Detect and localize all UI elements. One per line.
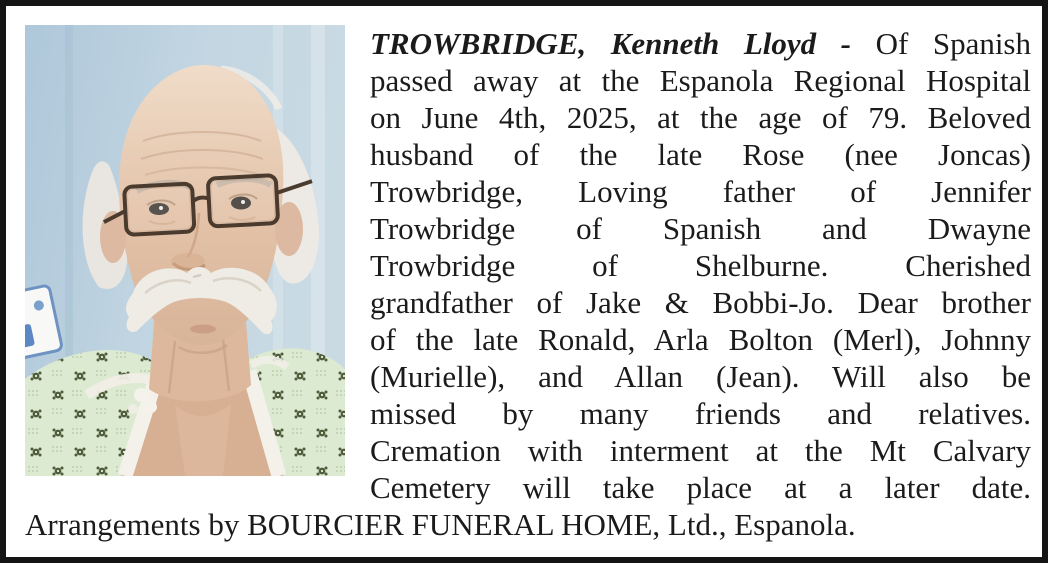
obituary-line: on June 4th, 2025, at the age of 79. Beloved <box>370 100 1031 135</box>
obituary-line: Cremation with interment at the Mt Calvary <box>370 433 1031 468</box>
obituary-line: (Murielle), and Allan (Jean). Will also be <box>370 359 1031 394</box>
deceased-name: TROWBRIDGE, Kenneth Lloyd - <box>370 26 851 61</box>
portrait-photo <box>25 25 345 476</box>
heading-rest: Of Spanish <box>875 26 1031 61</box>
obituary-line: husband of the late Rose (nee Joncas) <box>370 137 1031 172</box>
obituary-line: Trowbridge of Shelburne. Cherished <box>370 248 1031 283</box>
obituary-line: grandfather of Jake & Bobbi-Jo. Dear brother <box>370 285 1031 320</box>
obituary-line: missed by many friends and relatives. <box>370 396 1031 431</box>
arrangements-line: Arrangements by BOURCIER FUNERAL HOME, Ltd., Espanola. <box>25 507 856 542</box>
obituary-line: passed away at the Espanola Regional Hospital <box>370 63 1031 98</box>
obituary-line: Cemetery will take place at a later date. <box>370 470 1031 505</box>
obituary-line: Trowbridge of Spanish and Dwayne <box>370 211 1031 246</box>
portrait-illustration <box>25 25 345 476</box>
obituary-line: Trowbridge, Loving father of Jennifer <box>370 174 1031 209</box>
obituary-line: of the late Ronald, Arla Bolton (Merl), Johnny <box>370 322 1031 357</box>
